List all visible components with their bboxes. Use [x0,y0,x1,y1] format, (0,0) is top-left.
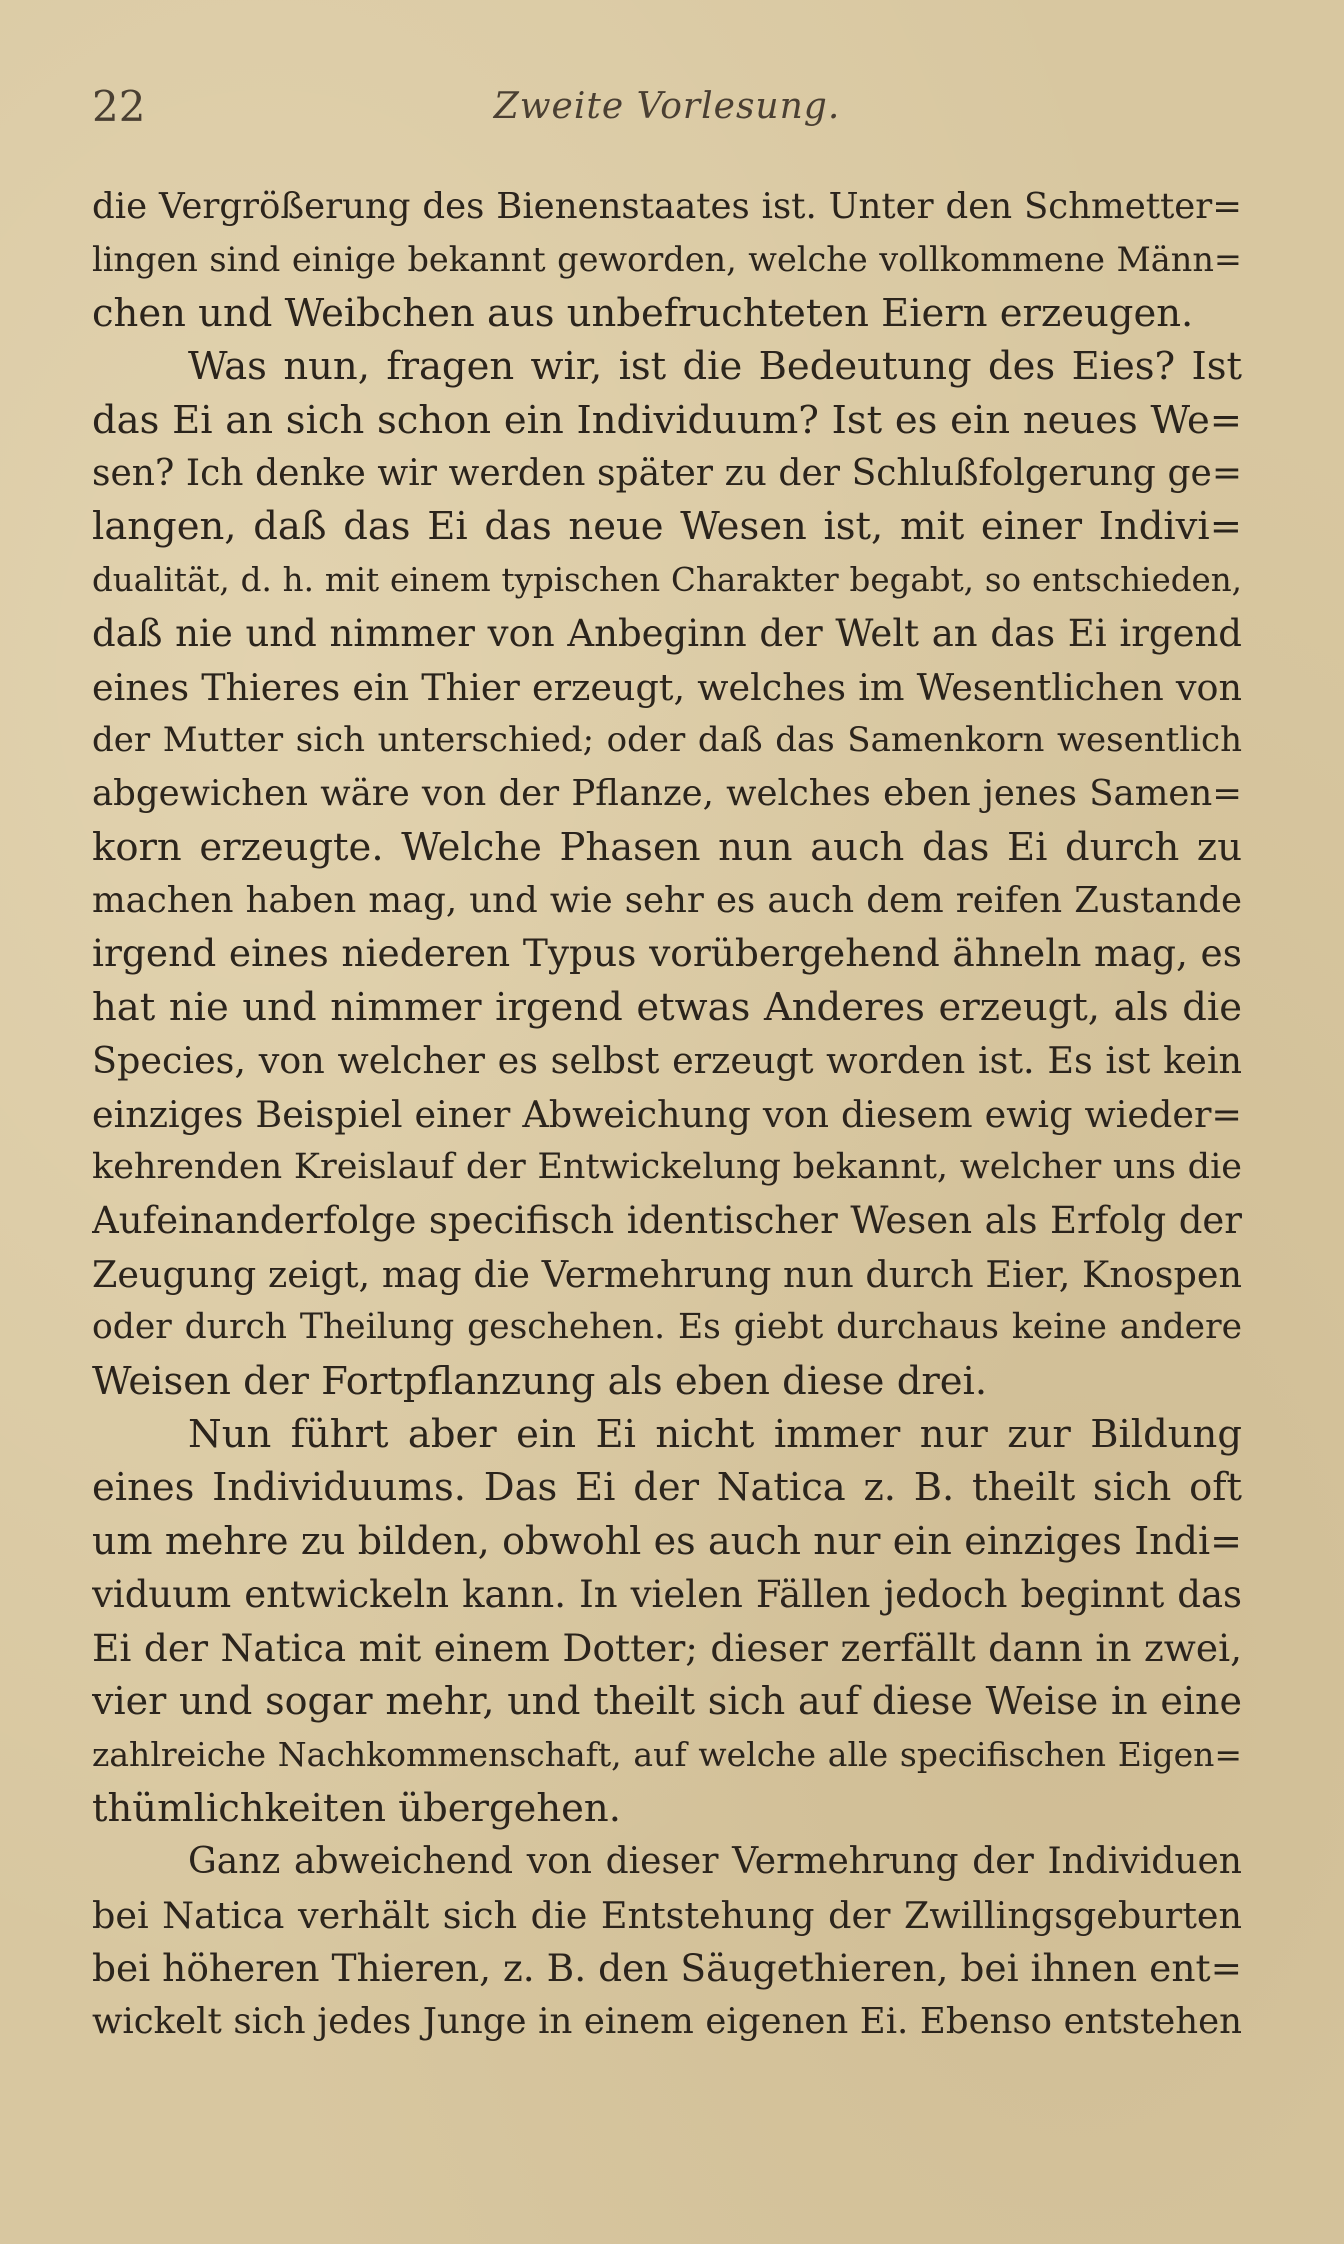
text-line: Was nun, fragen wir, ist die Bedeutung des Eies? Ist [188,344,1242,390]
page-header [92,82,1242,142]
text-line: Aufeinanderfolge specifisch identischer Wesen als Erfolg der [92,1199,1242,1243]
text-line: Species, von welcher es selbst erzeugt worden ist. Es ist kein [92,1039,1242,1083]
page-number: 22 [92,82,146,131]
text-line: das Ei an sich schon ein Individuum? Ist es ein neues We= [92,397,1242,443]
text-line: Ganz abweichend von dieser Vermehrung der Individuen [188,1841,1242,1883]
running-head: Zweite Vorlesung. [493,86,841,127]
paragraph [92,180,1242,340]
text-line: bei höheren Thieren, z. B. den Säugethieren, bei ihnen ent= [92,1945,1242,1990]
text-line: oder durch Theilung geschehen. Es giebt durchaus keine andere [92,1307,1242,1348]
text-line: Nun führt aber ein Ei nicht immer nur zur Bildung [188,1411,1242,1457]
text-line: vier und sogar mehr, und theilt sich auf diese Weise in eine [92,1678,1242,1723]
text-line: um mehre zu bilden, obwohl es auch nur ein einziges Indi= [92,1518,1242,1563]
text-line: viduum entwickeln kann. In vielen Fällen jedoch beginnt das [92,1573,1242,1617]
paragraph [92,1835,1242,2049]
text-line: langen, daß das Ei das neue Wesen ist, mit einer Indivi= [92,504,1242,550]
text-line: abgewichen wäre von der Pflanze, welches eben jenes Samen= [92,773,1242,815]
text-line: korn erzeugte. Welche Phasen nun auch das Ei durch zu [92,824,1242,870]
text-line: sen? Ich denke wir werden später zu der Schlußfolgerung ge= [92,452,1242,494]
paragraph [92,340,1242,1408]
text-line: dualität, d. h. mit einem typischen Charakter begabt, so entschieden, [92,560,1242,599]
text-line: eines Thieres ein Thier erzeugt, welches im Wesentlichen von [92,665,1242,709]
text-line: chen und Weibchen aus unbefruchteten Eiern erzeugen. [92,290,1194,336]
text-line: wickelt sich jedes Junge in einem eigenen Ei. Ebenso entstehen [92,2001,1242,2043]
text-line: kehrenden Kreislauf der Entwickelung bekannt, welcher uns die [92,1147,1242,1188]
text-line: der Mutter sich unterschied; oder daß das Samenkorn wesentlich [92,719,1242,760]
text-line: lingen sind einige bekannt geworden, welche vollkommene Männ= [92,240,1242,280]
paragraph [92,1408,1242,1835]
text-line: hat nie und nimmer irgend etwas Anderes erzeugt, als die [92,984,1242,1030]
text-line: eines Individuums. Das Ei der Natica z. B. theilt sich oft [92,1465,1242,1511]
text-line: Weisen der Fortpflanzung als eben diese drei. [92,1358,988,1404]
text-line: irgend eines niederen Typus vorübergehend ähneln mag, es [92,931,1242,976]
text-line: thümlichkeiten übergehen. [92,1785,621,1831]
text-line: machen haben mag, und wie sehr es auch dem reifen Zustande [92,880,1242,922]
text-line: zahlreiche Nachkommenschaft, auf welche alle specifischen Eigen= [92,1735,1242,1775]
text-line: Zeugung zeigt, mag die Vermehrung nun durch Eier, Knospen [92,1252,1242,1296]
text-line: bei Natica verhält sich die Entstehung der Zwillingsgeburten [92,1893,1242,1937]
text-line: Ei der Natica mit einem Dotter; dieser zerfällt dann in zwei, [92,1625,1242,1670]
body-text [92,180,1242,2049]
text-line: daß nie und nimmer von Anbeginn der Welt an das Ei irgend [92,612,1242,656]
text-line: einziges Beispiel einer Abweichung von diesem ewig wieder= [92,1092,1242,1136]
text-line: die Vergrößerung des Bienenstaates ist. Unter den Schmetter= [92,186,1242,227]
